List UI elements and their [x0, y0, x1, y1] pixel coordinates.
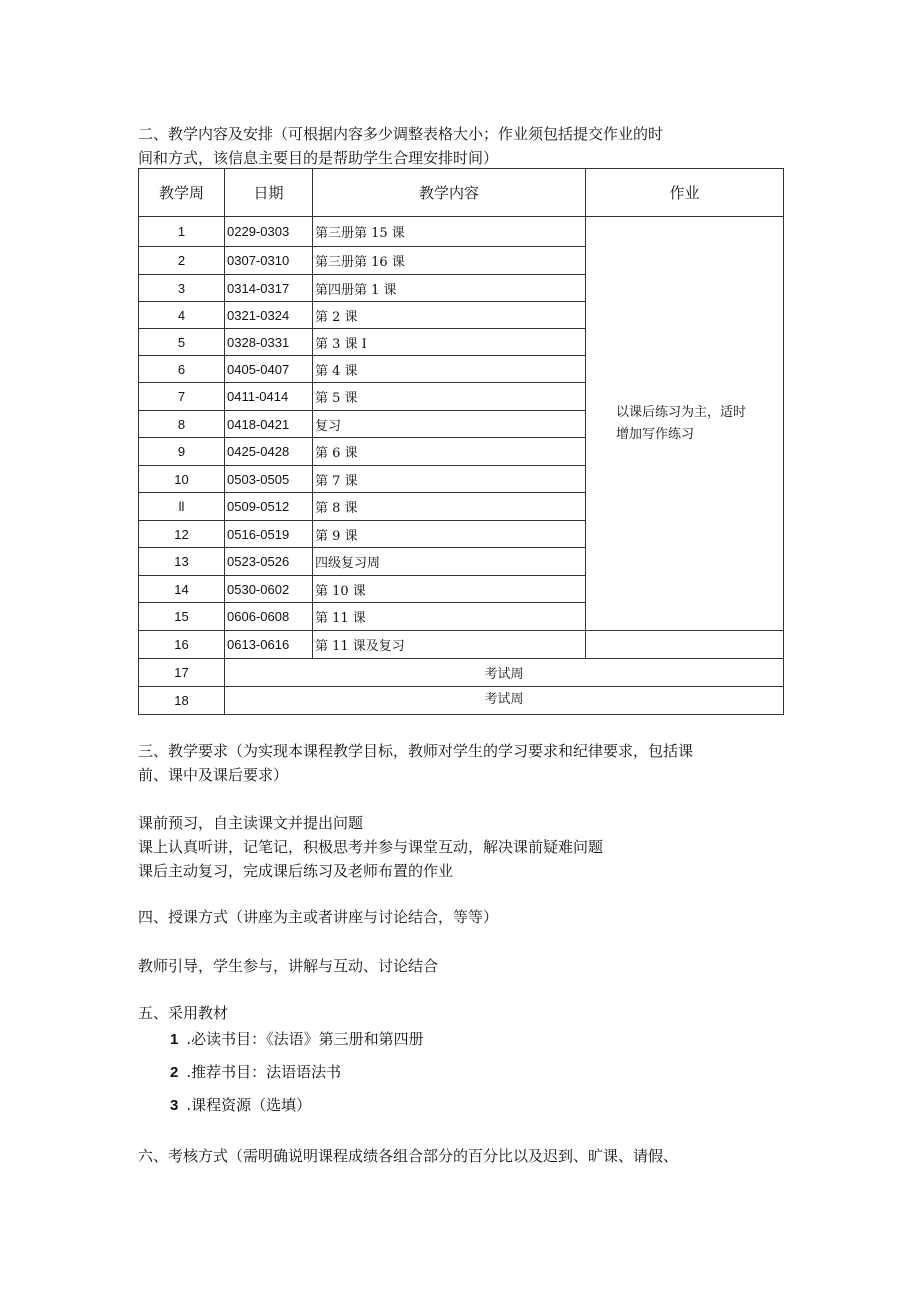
- date-cell: 0307-0310: [225, 247, 313, 275]
- homework-cell: [586, 217, 784, 631]
- table-row: [139, 631, 784, 659]
- item-text: .推荐书目：法语语法书: [186, 1063, 342, 1081]
- date-cell: 0523-0526: [225, 548, 313, 576]
- homework-line1: 以课后练习为主，适时: [616, 404, 747, 420]
- content-cell: 第 3 课 I: [313, 329, 586, 356]
- section3-title-line1: 三、教学要求（为实现本课程教学目标，教师对学生的学习要求和纪律要求，包括课: [138, 742, 694, 760]
- section3-item: 课上认真听讲，记笔记，积极思考并参与课堂互动，解决课前疑难问题: [138, 838, 604, 856]
- week-cell: 12: [139, 521, 225, 548]
- content-cell: 第 6 课: [313, 438, 586, 466]
- date-cell: 0613-0616: [225, 631, 313, 659]
- section3-title-line2: 前、课中及课后要求）: [138, 766, 289, 784]
- week-cell: 5: [139, 329, 225, 356]
- week-cell: 16: [139, 631, 225, 659]
- date-cell: 0328-0331: [225, 329, 313, 356]
- content-cell: 第 9 课: [313, 521, 586, 548]
- textbook-item: [170, 1028, 424, 1049]
- section3-item: 课后主动复习，完成课后练习及老师布置的作业: [138, 862, 454, 880]
- content-cell: 第 5 课: [313, 383, 586, 411]
- content-cell: 第 4 课: [313, 356, 586, 383]
- content-cell: 第 10 课: [313, 576, 586, 603]
- week-cell: ll: [139, 493, 225, 521]
- date-cell: 0321-0324: [225, 302, 313, 329]
- section5-title: 五、采用教材: [138, 1004, 229, 1022]
- date-cell: 0503-0505: [225, 466, 313, 493]
- header-date: 日期: [225, 169, 313, 217]
- header-week: 教学周: [139, 169, 225, 217]
- item-number: 1: [170, 1031, 179, 1048]
- week-cell: 3: [139, 275, 225, 302]
- exam-cell: 考试周: [225, 659, 784, 687]
- week-cell: 6: [139, 356, 225, 383]
- date-cell: 0411-0414: [225, 383, 313, 411]
- section2-title-line2: 间和方式，该信息主要目的是帮助学生合理安排时间）: [138, 149, 499, 167]
- date-cell: 0405-0407: [225, 356, 313, 383]
- week-cell: 8: [139, 411, 225, 438]
- schedule-table: [138, 168, 784, 715]
- week-cell: 10: [139, 466, 225, 493]
- section6-title: 六、考核方式（需明确说明课程成绩各组合部分的百分比以及迟到、旷课、请假、: [138, 1147, 679, 1165]
- section4-body: 教师引导，学生参与，讲解与互动、讨论结合: [138, 957, 439, 975]
- textbook-item: [170, 1094, 311, 1115]
- table-header-row: [139, 169, 784, 217]
- item-number: 3: [170, 1097, 179, 1114]
- date-cell: 0229-0303: [225, 217, 313, 247]
- textbook-item: [170, 1061, 341, 1082]
- date-cell: 0516-0519: [225, 521, 313, 548]
- content-cell: 第 11 课: [313, 603, 586, 631]
- date-cell: 0530-0602: [225, 576, 313, 603]
- week-cell: 2: [139, 247, 225, 275]
- item-text: .课程资源（选填）: [186, 1096, 312, 1114]
- content-cell: 第三册第 15 课: [313, 217, 586, 247]
- content-cell: 第四册第 1 课: [313, 275, 586, 302]
- section2-title-line1: 二、教学内容及安排（可根据内容多少调整表格大小；作业须包括提交作业的时: [138, 125, 664, 143]
- header-content: 教学内容: [313, 169, 586, 217]
- item-text: .必读书目：《法语》第三册和第四册: [186, 1030, 424, 1048]
- date-cell: 0606-0608: [225, 603, 313, 631]
- table-row: [139, 217, 784, 247]
- content-cell: 第 7 课: [313, 466, 586, 493]
- exam-row: [139, 659, 784, 687]
- header-homework: 作业: [586, 169, 784, 217]
- empty-homework-cell: [586, 631, 784, 659]
- date-cell: 0314-0317: [225, 275, 313, 302]
- week-cell: 17: [139, 659, 225, 687]
- content-cell: 第 2 课: [313, 302, 586, 329]
- homework-line2: 增加写作练习: [616, 426, 695, 442]
- section4-title: 四、授课方式（讲座为主或者讲座与讨论结合，等等）: [138, 908, 499, 926]
- date-cell: 0425-0428: [225, 438, 313, 466]
- content-cell: 第三册第 16 课: [313, 247, 586, 275]
- content-cell: 四级复习周: [313, 548, 586, 576]
- content-cell: 复习: [313, 411, 586, 438]
- content-cell: 第 11 课及复习: [313, 631, 586, 659]
- item-number: 2: [170, 1064, 179, 1081]
- week-cell: 13: [139, 548, 225, 576]
- week-cell: 4: [139, 302, 225, 329]
- week-cell: 14: [139, 576, 225, 603]
- exam-cell: 考试周: [225, 687, 784, 715]
- date-cell: 0509-0512: [225, 493, 313, 521]
- week-cell: 15: [139, 603, 225, 631]
- week-cell: 7: [139, 383, 225, 411]
- exam-row: [139, 687, 784, 715]
- date-cell: 0418-0421: [225, 411, 313, 438]
- week-cell: 1: [139, 217, 225, 247]
- week-cell: 9: [139, 438, 225, 466]
- content-cell: 第 8 课: [313, 493, 586, 521]
- section3-item: 课前预习，自主读课文并提出问题: [138, 814, 364, 832]
- week-cell: 18: [139, 687, 225, 715]
